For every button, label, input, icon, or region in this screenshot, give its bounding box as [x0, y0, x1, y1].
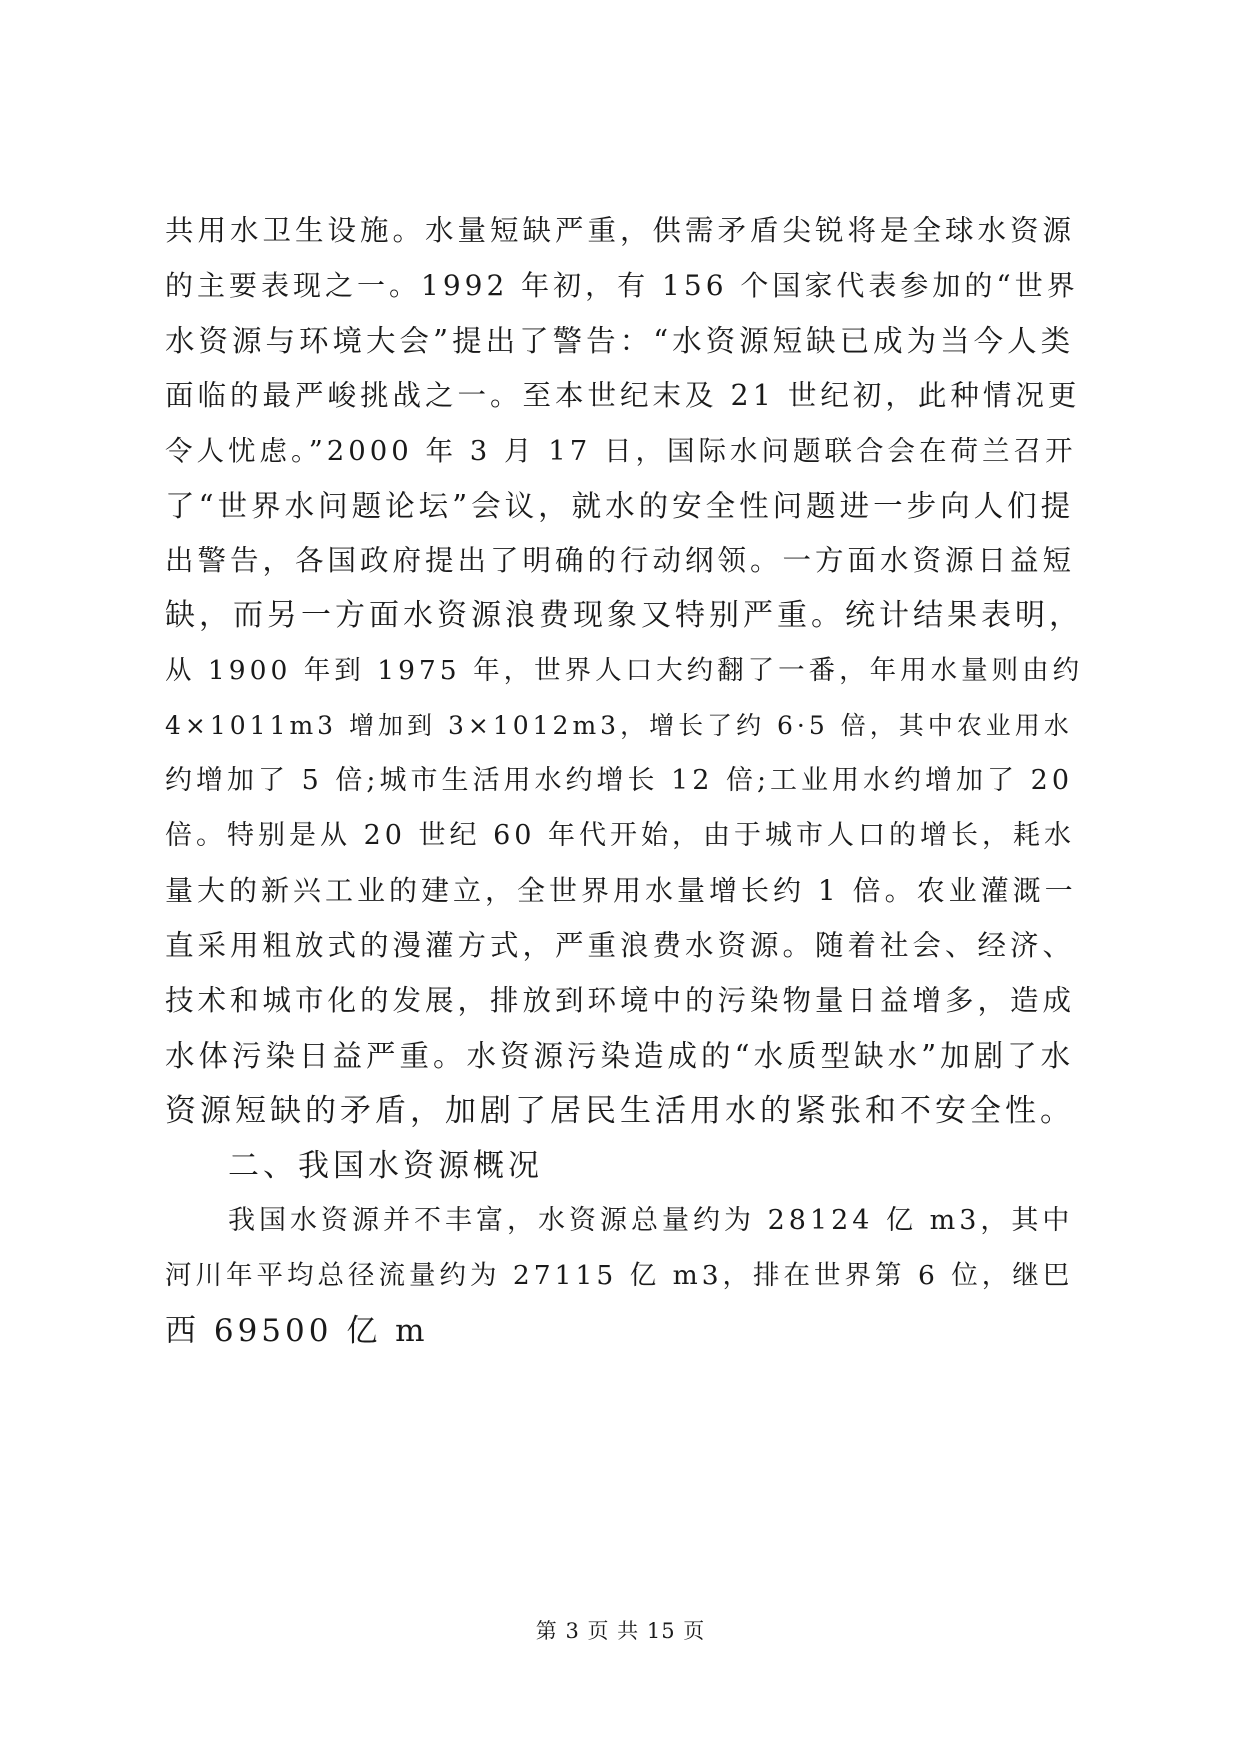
- page-number-footer: 第 3 页 共 15 页: [535, 1619, 706, 1643]
- paragraph-line: 出警告，各国政府提出了明确的行动纲领。一方面水资源日益短: [165, 544, 1076, 577]
- paragraph-line: 4×1011m3 增加到 3×1012m3，增长了约 6·5 倍，其中农业用水: [165, 711, 1073, 740]
- paragraph-line: 技术和城市化的发展，排放到环境中的污染物量日益增多，造成: [165, 984, 1076, 1017]
- paragraph-line: 共用水卫生设施。水量短缺严重，供需矛盾尖锐将是全球水资源: [165, 214, 1076, 247]
- paragraph-line: 我国水资源并不丰富，水资源总量约为 28124 亿 m3，其中: [228, 1205, 1074, 1236]
- paragraph-line: 面临的最严峻挑战之一。至本世纪末及 21 世纪初，此种情况更: [165, 379, 1081, 412]
- paragraph-line: 缺，而另一方面水资源浪费现象又特别严重。统计结果表明，: [165, 598, 1083, 633]
- paragraph-line: 倍。特别是从 20 世纪 60 年代开始，由于城市人口的增长，耗水: [165, 820, 1076, 851]
- paragraph-line: 水体污染日益严重。水资源污染造成的“水质型缺水”加剧了水: [165, 1039, 1075, 1073]
- paragraph-line: 资源短缺的矛盾，加剧了居民生活用水的紧张和不安全性。: [165, 1093, 1075, 1129]
- paragraph-line: 直采用粗放式的漫灌方式，严重浪费水资源。随着社会、经济、: [165, 929, 1076, 962]
- paragraph-line: 量大的新兴工业的建立，全世界用水量增长约 1 倍。农业灌溉一: [165, 874, 1077, 907]
- paragraph-line: 令人忧虑。”2000 年 3 月 17 日，国际水问题联合会在荷兰召开: [165, 435, 1077, 467]
- paragraph-line: 约增加了 5 倍;城市生活用水约增长 12 倍;工业用水约增加了 20: [165, 765, 1073, 796]
- section-heading: 二、我国水资源概况: [228, 1148, 543, 1184]
- paragraph-line: 水资源与环境大会”提出了警告：“水资源短缺已成为当今人类: [165, 324, 1075, 358]
- paragraph-line: 河川年平均总径流量约为 27115 亿 m3，排在世界第 6 位，继巴: [165, 1260, 1074, 1291]
- paragraph-line: 的主要表现之一。1992 年初，有 156 个国家代表参加的“世界: [165, 269, 1079, 302]
- paragraph-line: 西 69500 亿 m: [165, 1313, 429, 1349]
- paragraph-line: 了“世界水问题论坛”会议，就水的安全性问题进一步向人们提: [165, 489, 1075, 523]
- paragraph-line: 从 1900 年到 1975 年，世界人口大约翻了一番，年用水量则由约: [165, 655, 1084, 686]
